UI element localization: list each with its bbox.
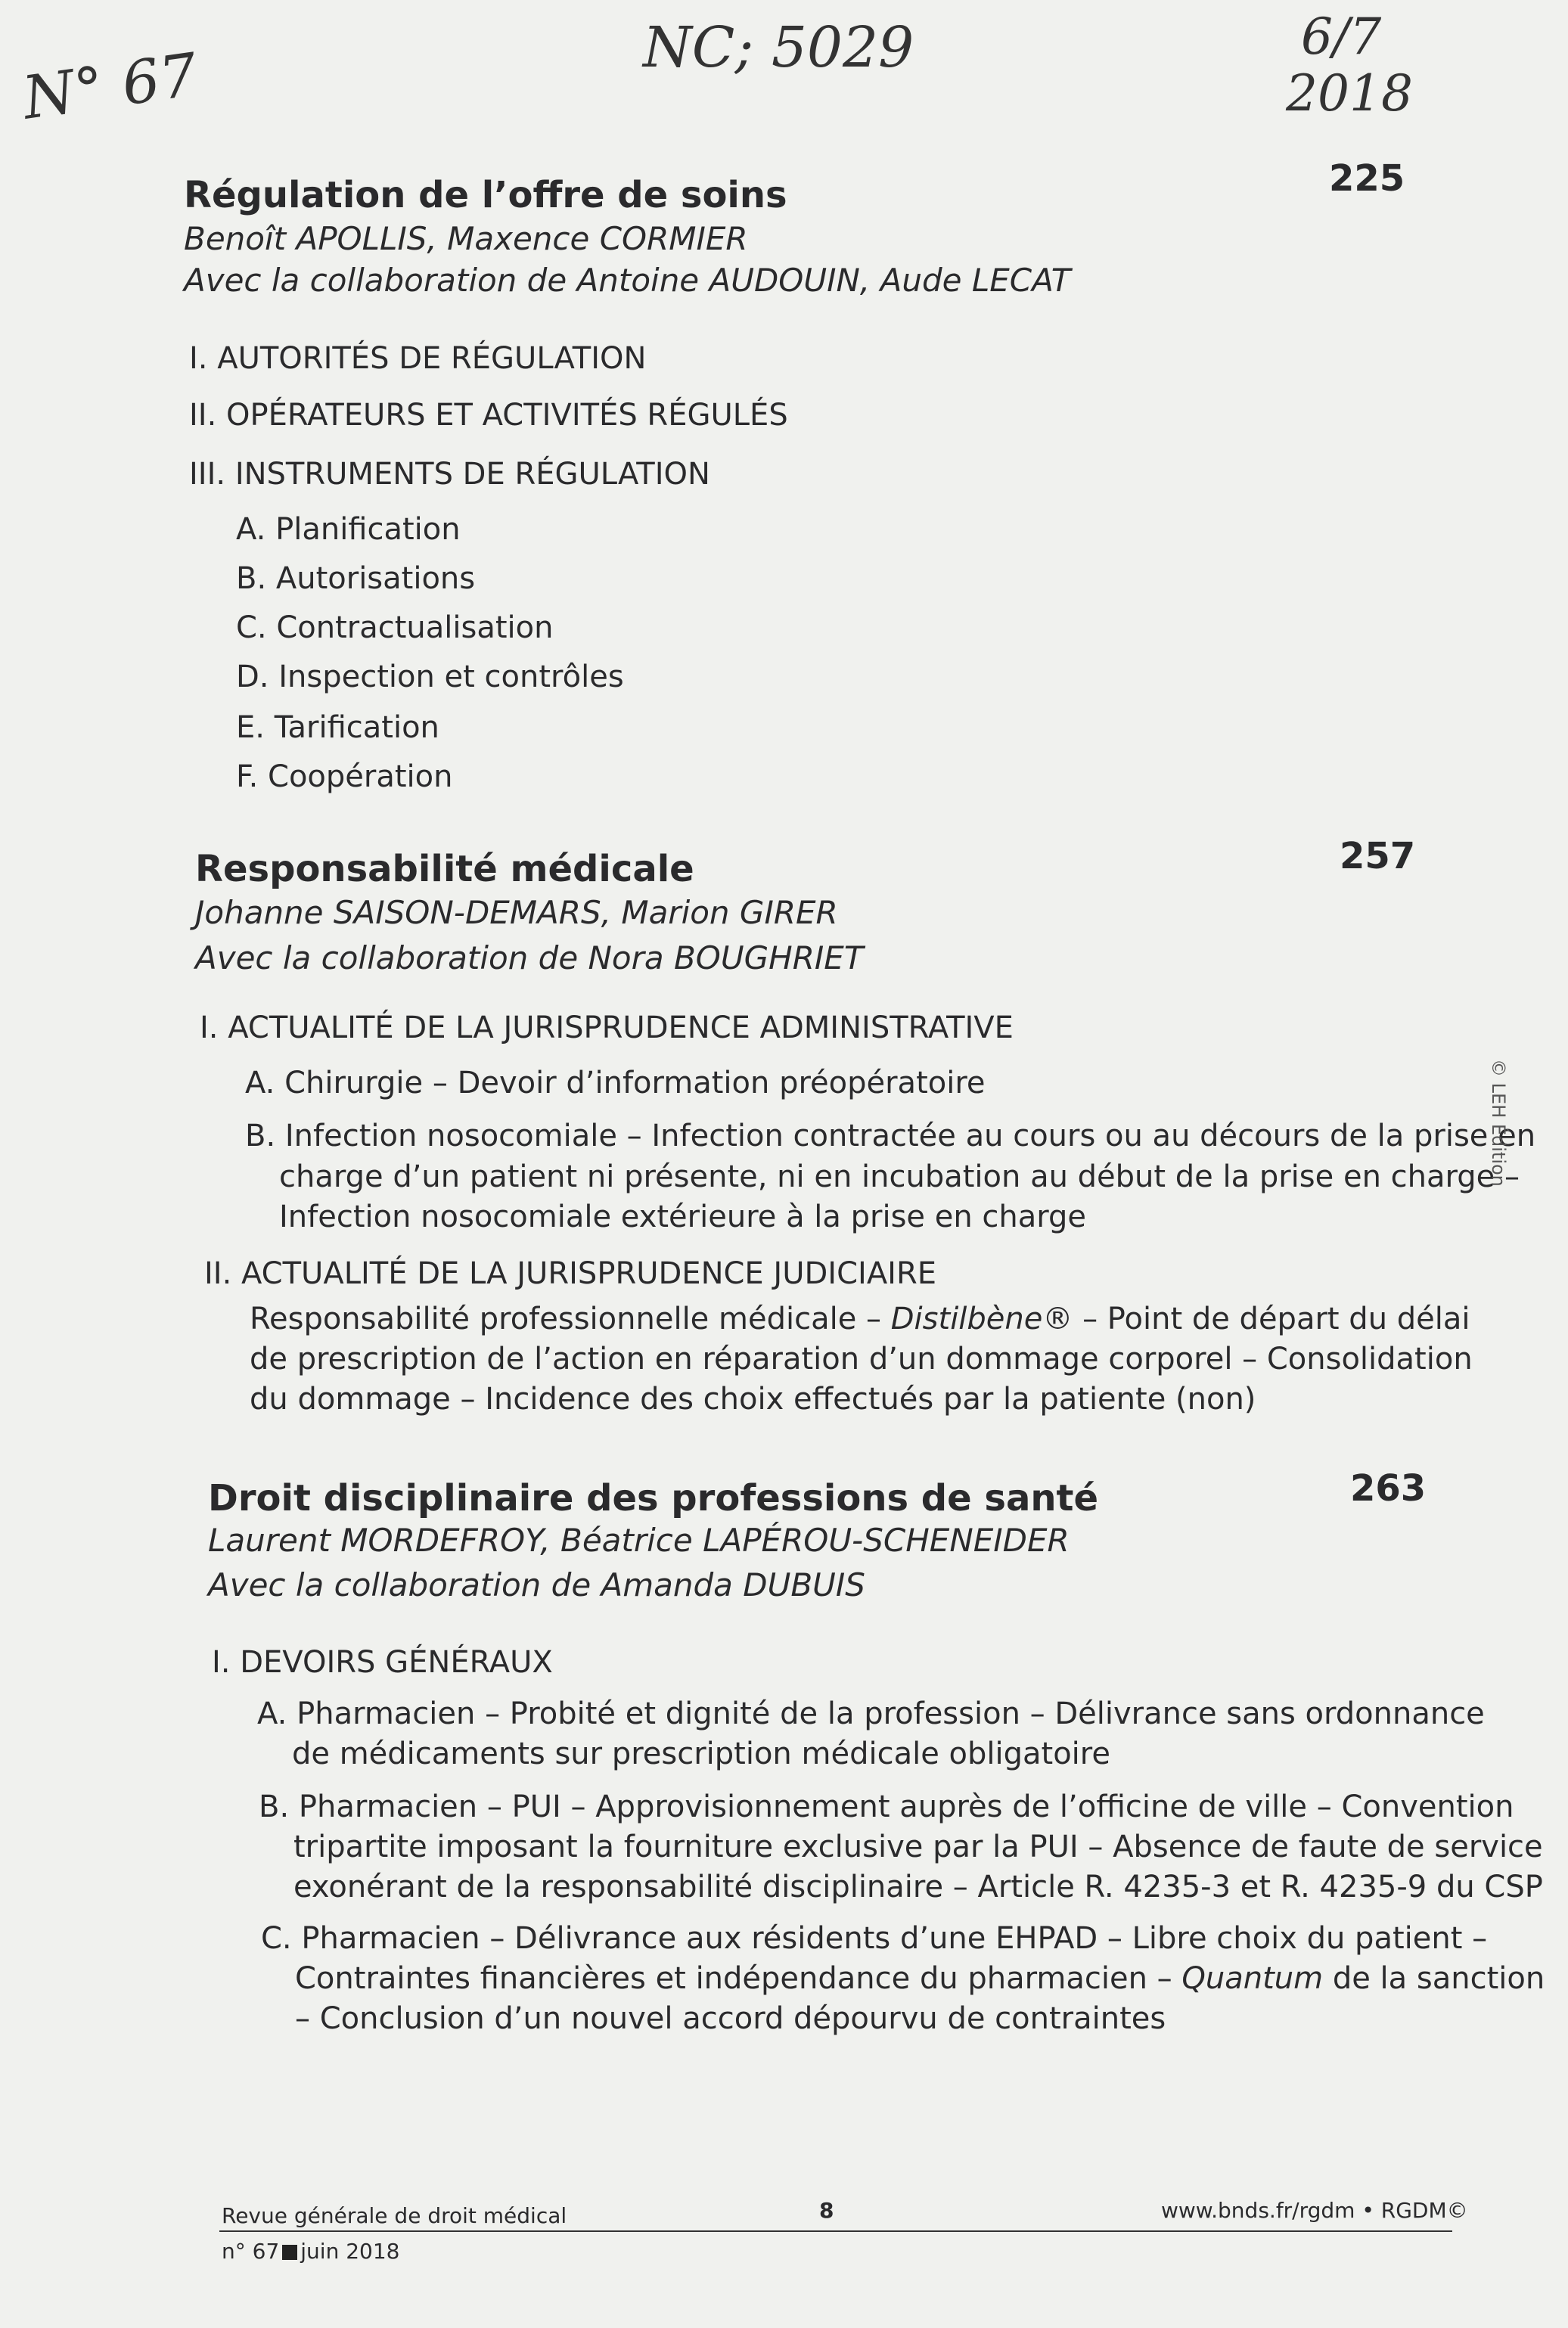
toc-subheading: B. Autorisations — [236, 561, 476, 596]
toc-subheading-continued: exonérant de la responsabilité disciplinaire – Article R. 4235-3 et R. 4235-9 du CSP — [293, 1870, 1543, 1904]
toc-entry-continued: de prescription de l’action en réparation d’un dommage corporel – Consolidation — [250, 1342, 1473, 1377]
section-authors: Laurent MORDEFROY, Béatrice LAPÉROU-SCHENEIDER — [208, 1522, 1070, 1559]
handwritten-date-line2: 2018 — [1286, 64, 1413, 123]
toc-subheading-continued: – Conclusion d’un nouvel accord dépourvu de contraintes — [295, 2001, 1166, 2036]
toc-heading: I. AUTORITÉS DE RÉGULATION — [189, 341, 647, 376]
toc-subheading: E. Tarification — [236, 710, 439, 745]
footer-issue — [222, 2239, 400, 2264]
toc-subheading: A. Planification — [236, 512, 461, 547]
toc-heading: II. OPÉRATEURS ET ACTIVITÉS RÉGULÉS — [189, 398, 788, 433]
section-title: Régulation de l’offre de soins — [184, 174, 787, 216]
section-page-number: 263 — [1350, 1467, 1427, 1510]
handwritten-nc-note: NC; 5029 — [643, 15, 914, 80]
handwritten-date-line1: 6/7 — [1301, 8, 1382, 66]
section-title: Droit disciplinaire des professions de santé — [208, 1477, 1099, 1519]
section-page-number: 225 — [1329, 157, 1405, 200]
footer-page-number: 8 — [819, 2198, 834, 2223]
toc-subheading-continued: Infection nosocomiale extérieure à la prise en charge — [279, 1200, 1087, 1234]
toc-heading: III. INSTRUMENTS DE RÉGULATION — [189, 457, 710, 492]
toc-subheading: A. Chirurgie – Devoir d’information préopératoire — [245, 1066, 986, 1100]
section-collaboration: Avec la collaboration de Antoine AUDOUIN, Aude LECAT — [184, 262, 1071, 299]
toc-entry: Responsabilité professionnelle médicale – Distilbène® – Point de départ du délai — [250, 1302, 1470, 1336]
toc-subheading-continued: charge d’un patient ni présente, ni en incubation au début de la prise en charge – — [279, 1159, 1520, 1194]
copyright-side-note: © LEH Édition — [1488, 1059, 1509, 1187]
section-collaboration: Avec la collaboration de Amanda DUBUIS — [208, 1566, 865, 1603]
toc-subheading: B. Infection nosocomiale – Infection contractée au cours ou au décours de la prise en — [245, 1119, 1536, 1153]
toc-subheading-continued: Contraintes financières et indépendance du pharmacien – Quantum de la sanction — [295, 1961, 1545, 1996]
toc-heading: I. DEVOIRS GÉNÉRAUX — [212, 1645, 553, 1680]
toc-subheading: A. Pharmacien – Probité et dignité de la profession – Délivrance sans ordonnance — [257, 1696, 1485, 1731]
toc-subheading: D. Inspection et contrôles — [236, 660, 624, 694]
toc-subheading-continued: tripartite imposant la fourniture exclusive par la PUI – Absence de faute de service — [293, 1830, 1543, 1864]
section-page-number: 257 — [1340, 835, 1416, 877]
product-name-italic: Distilbène® — [890, 1302, 1073, 1336]
toc-entry-continued: du dommage – Incidence des choix effectués par la patiente (non) — [250, 1382, 1256, 1417]
handwritten-issue-note: N° 67 — [18, 41, 202, 133]
toc-subheading-continued: de médicaments sur prescription médicale obligatoire — [292, 1737, 1110, 1771]
footer-issue-date: juin 2018 — [300, 2239, 400, 2264]
footer-rule — [219, 2230, 1452, 2232]
toc-subheading: F. Coopération — [236, 759, 453, 794]
square-bullet-icon — [282, 2245, 297, 2260]
toc-subheading: B. Pharmacien – PUI – Approvisionnement auprès de l’officine de ville – Convention — [259, 1789, 1514, 1824]
section-collaboration: Avec la collaboration de Nora BOUGHRIET — [195, 939, 864, 976]
section-title: Responsabilité médicale — [195, 848, 694, 890]
footer-website: www.bnds.fr/rgdm • RGDM© — [1161, 2198, 1468, 2223]
quantum-italic: Quantum — [1181, 1961, 1324, 1996]
footer-journal: Revue générale de droit médical — [222, 2203, 567, 2228]
toc-subheading: C. Pharmacien – Délivrance aux résidents d’une EHPAD – Libre choix du patient – — [261, 1921, 1488, 1956]
toc-subheading: C. Contractualisation — [236, 610, 554, 645]
footer-issue-number: n° 67 — [222, 2239, 280, 2264]
section-authors: Benoît APOLLIS, Maxence CORMIER — [184, 220, 748, 257]
toc-heading: I. ACTUALITÉ DE LA JURISPRUDENCE ADMINISTRATIVE — [200, 1010, 1014, 1045]
section-authors: Johanne SAISON-DEMARS, Marion GIRER — [195, 894, 838, 931]
toc-heading: II. ACTUALITÉ DE LA JURISPRUDENCE JUDICIAIRE — [204, 1256, 937, 1291]
